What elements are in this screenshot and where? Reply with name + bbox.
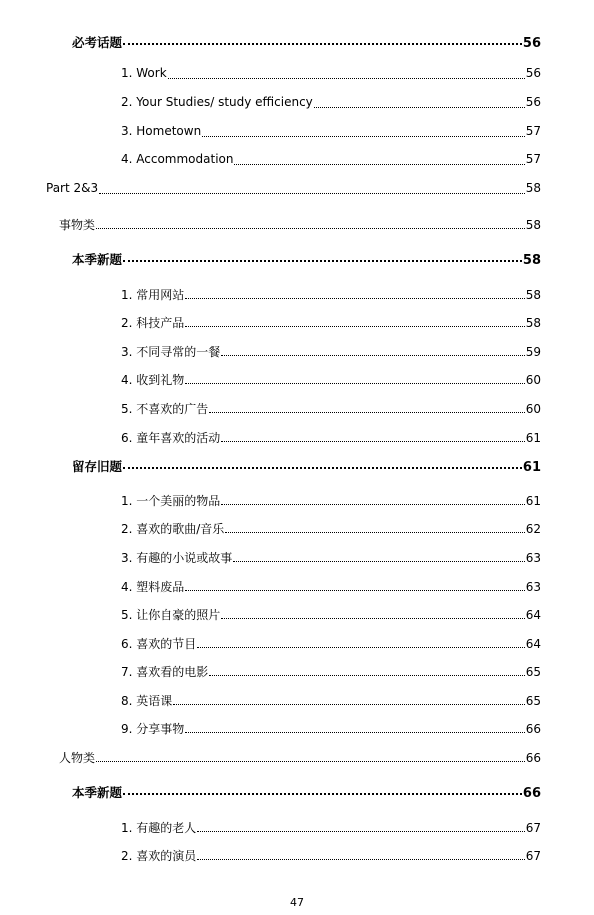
toc-entry-page: 59: [525, 345, 541, 359]
toc-entry-label: 1. Work: [121, 66, 167, 80]
toc-entry[interactable]: [121, 663, 541, 679]
toc-entry-label: 1. 常用网站: [121, 288, 185, 302]
toc-entry-page: 58: [525, 316, 541, 330]
dot-leader: [96, 228, 525, 229]
toc-entry-page: 56: [525, 66, 541, 80]
toc-entry-page: 62: [525, 522, 541, 536]
dot-leader: [173, 704, 524, 705]
toc-entry[interactable]: [121, 66, 541, 82]
toc-entry-page: 65: [525, 694, 541, 708]
toc-entry[interactable]: [121, 720, 541, 736]
toc-entry-label: 7. 喜欢看的电影: [121, 665, 209, 679]
toc-entry-page: 56: [525, 95, 541, 109]
toc-entry-label: 2. 科技产品: [121, 316, 185, 330]
dot-leader: [185, 326, 524, 327]
dot-leader: [221, 355, 524, 356]
toc-entry-page: 61: [522, 460, 541, 475]
toc-entry-page: 58: [522, 253, 541, 268]
toc-entry[interactable]: [46, 181, 541, 197]
dot-leader: [123, 260, 522, 262]
toc-entry[interactable]: [121, 152, 541, 168]
toc-entry-label: 必考话题: [72, 35, 123, 50]
toc-entry-label: 本季新题: [72, 785, 123, 800]
toc-entry[interactable]: [121, 578, 541, 594]
toc-entry[interactable]: [121, 95, 541, 111]
toc-entry-page: 60: [525, 373, 541, 387]
dot-leader: [314, 107, 525, 108]
dot-leader: [185, 732, 524, 733]
toc-entry[interactable]: [121, 606, 541, 622]
toc-entry-label: 2. 喜欢的演员: [121, 849, 197, 863]
toc-entry[interactable]: [121, 400, 541, 416]
dot-leader: [202, 136, 525, 137]
toc-entry-page: 56: [522, 36, 541, 51]
toc-entry-label: 9. 分享事物: [121, 722, 185, 736]
dot-leader: [123, 793, 522, 795]
toc-entry[interactable]: [121, 520, 541, 536]
toc-entry-page: 61: [525, 494, 541, 508]
toc-entry[interactable]: [121, 847, 541, 863]
toc-entry[interactable]: [121, 314, 541, 330]
toc-entry[interactable]: [59, 749, 541, 765]
dot-leader: [197, 831, 524, 832]
dot-leader: [209, 412, 524, 413]
toc-entry-label: 4. 塑料废品: [121, 580, 185, 594]
toc-entry-label: 4. Accommodation: [121, 152, 234, 166]
toc-entry[interactable]: [121, 819, 541, 835]
toc-entry-page: 61: [525, 431, 541, 445]
toc-entry-label: 3. 不同寻常的一餐: [121, 345, 221, 359]
toc-entry[interactable]: [72, 250, 541, 266]
toc-entry-page: 64: [525, 608, 541, 622]
toc-entry-page: 66: [525, 722, 541, 736]
dot-leader: [221, 618, 524, 619]
dot-leader: [197, 859, 524, 860]
dot-leader: [99, 193, 525, 194]
toc-entry-page: 58: [525, 288, 541, 302]
toc-entry-page: 63: [525, 580, 541, 594]
toc-entry[interactable]: [121, 371, 541, 387]
toc-entry-page: 67: [525, 849, 541, 863]
dot-leader: [225, 532, 524, 533]
page-number: 47: [290, 896, 304, 909]
toc-entry-page: 66: [522, 786, 541, 801]
toc-entry[interactable]: [72, 457, 541, 473]
dot-leader: [168, 78, 525, 79]
toc-entry-label: 6. 童年喜欢的活动: [121, 431, 221, 445]
dot-leader: [221, 504, 524, 505]
toc-entry-label: 2. 喜欢的歌曲/音乐: [121, 522, 225, 536]
toc-entry-label: 本季新题: [72, 252, 123, 267]
toc-entry[interactable]: [72, 783, 541, 799]
dot-leader: [185, 590, 524, 591]
toc-entry-label: 1. 有趣的老人: [121, 821, 197, 835]
toc-entry-label: 3. 有趣的小说或故事: [121, 551, 233, 565]
dot-leader: [185, 383, 524, 384]
toc-entry-label: 6. 喜欢的节目: [121, 637, 197, 651]
toc-entry-label: 2. Your Studies/ study efficiency: [121, 95, 313, 109]
toc-entry-label: Part 2&3: [46, 181, 99, 195]
toc-entry-label: 留存旧题: [72, 459, 123, 474]
toc-entry[interactable]: [121, 692, 541, 708]
toc-entry-page: 60: [525, 402, 541, 416]
toc-entry-page: 67: [525, 821, 541, 835]
toc-entry-label: 4. 收到礼物: [121, 373, 185, 387]
toc-entry[interactable]: [121, 286, 541, 302]
toc-entry[interactable]: [72, 33, 541, 49]
dot-leader: [234, 164, 524, 165]
toc-entry-page: 58: [525, 218, 541, 232]
toc-entry-page: 63: [525, 551, 541, 565]
toc-entry[interactable]: [121, 343, 541, 359]
dot-leader: [197, 647, 524, 648]
toc-entry-page: 66: [525, 751, 541, 765]
toc-entry-page: 65: [525, 665, 541, 679]
toc-entry-page: 64: [525, 637, 541, 651]
dot-leader: [233, 561, 524, 562]
toc-entry-label: 5. 不喜欢的广告: [121, 402, 209, 416]
toc-entry-label: 3. Hometown: [121, 124, 202, 138]
toc-entry[interactable]: [121, 492, 541, 508]
dot-leader: [96, 761, 525, 762]
toc-entry-label: 8. 英语课: [121, 694, 173, 708]
dot-leader: [209, 675, 524, 676]
toc-entry-label: 1. 一个美丽的物品: [121, 494, 221, 508]
toc-entry-label: 5. 让你自豪的照片: [121, 608, 221, 622]
dot-leader: [123, 467, 522, 469]
toc-entry[interactable]: [121, 549, 541, 565]
toc-entry-page: 58: [525, 181, 541, 195]
toc-entry-label: 事物类: [59, 218, 96, 232]
toc-entry[interactable]: [121, 635, 541, 651]
toc-entry-page: 57: [525, 124, 541, 138]
toc-entry[interactable]: [121, 124, 541, 140]
dot-leader: [185, 298, 524, 299]
dot-leader: [123, 43, 522, 45]
toc-entry-page: 57: [525, 152, 541, 166]
dot-leader: [221, 441, 524, 442]
toc-entry-label: 人物类: [59, 751, 96, 765]
toc-entry[interactable]: [59, 216, 541, 232]
toc-entry[interactable]: [121, 429, 541, 445]
